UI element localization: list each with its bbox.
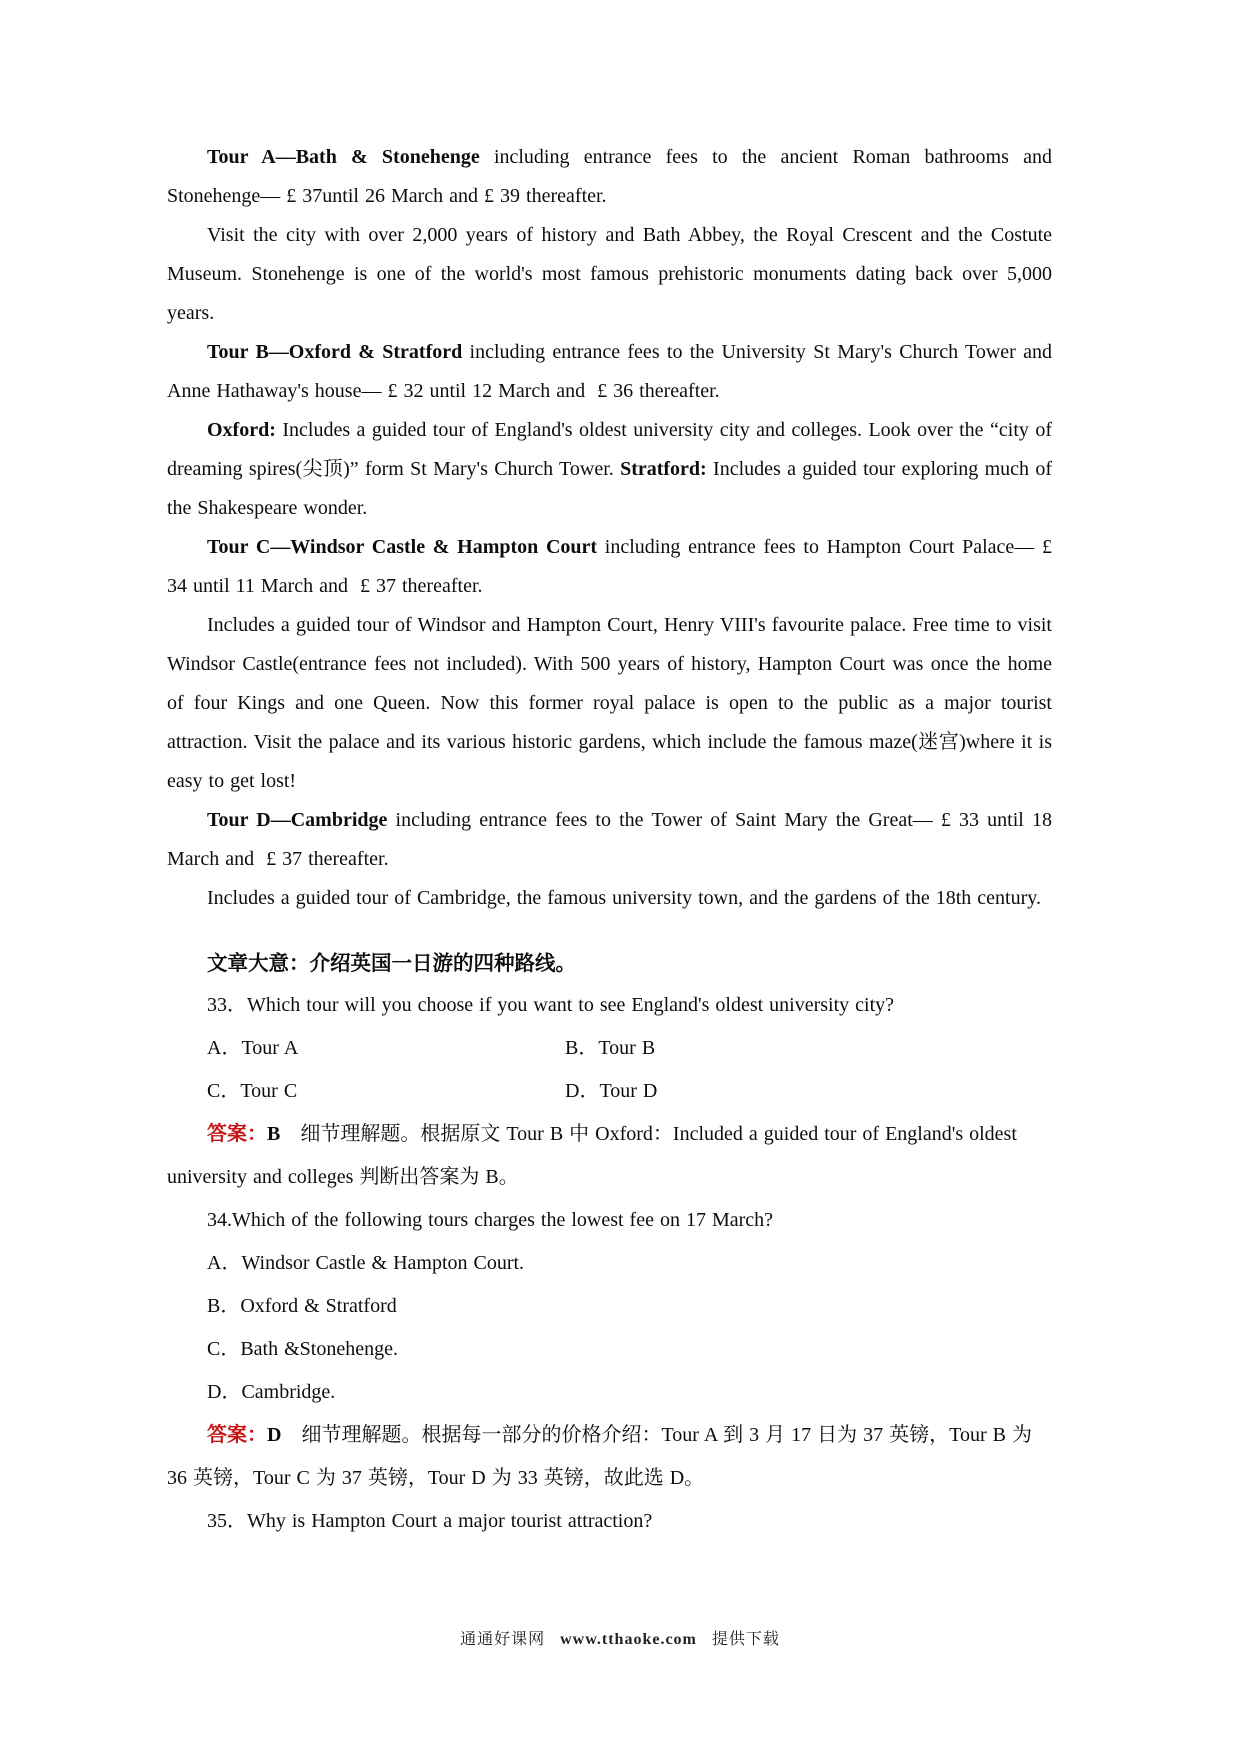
options-row: [167, 1070, 1052, 1113]
question-text: [167, 1500, 1052, 1543]
passage-paragraph: [167, 216, 1052, 333]
option-item: D．Tour D: [565, 1080, 658, 1102]
text-segment: Visit the city with over 2,000 years of history and Bath Abbey, the Royal Crescent and the Costute Museum. Stonehenge is one of the world's most famous prehistoric monuments dating back over 5,000 years.: [167, 224, 1052, 324]
answer-paragraph: [167, 1113, 1052, 1199]
text-segment: 33．Which tour will you choose if you want to see England's oldest university city?: [207, 994, 895, 1016]
text-segment: including entrance fees to the Tower of Saint Mary the Great— £ 33 until 18 March and £ 37 thereafter.: [167, 809, 1052, 870]
answer-paragraph: [167, 1414, 1052, 1500]
option-item: [167, 1242, 1052, 1285]
text-segment: Tour B—Oxford & Stratford: [207, 341, 463, 363]
text-segment: Stratford:: [620, 458, 707, 480]
passage-paragraph: [167, 528, 1052, 606]
passage-paragraph: [167, 606, 1052, 801]
option-item: [167, 1371, 1052, 1414]
text-segment: D．Cambridge.: [207, 1381, 336, 1403]
text-segment: including entrance fees to the University St Mary's Church Tower and Anne Hathaway's house— £ 32 until 12 March and £ 36 thereafter.: [167, 341, 1052, 402]
text-segment: including entrance fees to the ancient Roman bathrooms and Stonehenge— £ 37until 26 March and £ 39 thereafter.: [167, 146, 1052, 207]
text-segment: C．Bath &Stonehenge.: [207, 1338, 398, 1360]
text-segment: Tour C—Windsor Castle & Hampton Court: [207, 536, 598, 558]
text-segment: B．Oxford & Stratford: [207, 1295, 397, 1317]
option-item: [167, 1328, 1052, 1371]
text-segment: Oxford:: [207, 419, 276, 441]
passage-paragraph: [167, 411, 1052, 528]
text-segment: Tour D—Cambridge: [207, 809, 388, 831]
text-segment: Includes a guided tour of Windsor and Hampton Court, Henry VIII's favourite palace. Free time to visit Windsor Castle(entrance fees not included). With 500 years of history, Hampton Court was once the home of four Kings and one Queen. Now this former royal palace is open to the public as a major tourist attraction. Visit the palace and its various historic gardens, which include the famous maze(迷宫)where it is easy to get lost!: [167, 614, 1052, 792]
text-segment: Includes a guided tour exploring much of the Shakespeare wonder.: [167, 458, 1052, 519]
text-segment: A．Windsor Castle & Hampton Court.: [207, 1252, 525, 1274]
page-footer: [0, 1626, 1240, 1649]
text-segment: Includes a guided tour of England's oldest university city and colleges. Look over the “city of dreaming spires(尖顶)” form St Mary's Church Tower.: [167, 419, 1052, 480]
question-text: [167, 984, 1052, 1027]
footer-note: 提供下载: [711, 1631, 780, 1648]
text-segment: D: [267, 1424, 282, 1446]
passage-paragraph: [167, 138, 1052, 216]
text-segment: 35．Why is Hampton Court a major tourist attraction?: [207, 1510, 653, 1532]
passage-summary: [167, 944, 1052, 984]
text-segment: 文章大意：介绍英国一日游的四种路线。: [207, 952, 576, 975]
text-segment: 细节理解题。根据每一部分的价格介绍：Tour A 到 3 月 17 日为 37 英镑，Tour B 为 36 英镑，Tour C 为 37 英镑，Tour D 为 33 英镑，故此选 D。: [167, 1424, 1032, 1489]
text-segment: 34.Which of the following tours charges the lowest fee on 17 March?: [207, 1209, 774, 1231]
text-segment: B: [267, 1123, 281, 1145]
passage-paragraph: [167, 333, 1052, 411]
passage-paragraph: [167, 801, 1052, 879]
answer-label: 答案：: [207, 1424, 267, 1446]
footer-site-name: 通通好课网: [460, 1631, 546, 1648]
document-body: [167, 138, 1052, 1543]
question-text: [167, 1199, 1052, 1242]
option-item: A．Tour A: [207, 1037, 299, 1059]
option-item: B．Tour B: [565, 1037, 656, 1059]
options-row: [167, 1027, 1052, 1070]
text-segment: Includes a guided tour of Cambridge, the famous university town, and the gardens of the 18th century.: [207, 887, 1041, 909]
footer-url: www.tthaoke.com: [560, 1631, 697, 1648]
text-segment: including entrance fees to Hampton Court Palace— £ 34 until 11 March and £ 37 thereafter.: [167, 536, 1052, 597]
option-item: C．Tour C: [207, 1080, 298, 1102]
answer-label: 答案：: [207, 1123, 267, 1145]
text-segment: Tour A—Bath & Stonehenge: [207, 146, 480, 168]
option-item: [167, 1285, 1052, 1328]
passage-paragraph: [167, 879, 1052, 918]
text-segment: 细节理解题。根据原文 Tour B 中 Oxford：Included a guided tour of England's oldest university and colleges 判断出答案为 B。: [167, 1123, 1017, 1188]
